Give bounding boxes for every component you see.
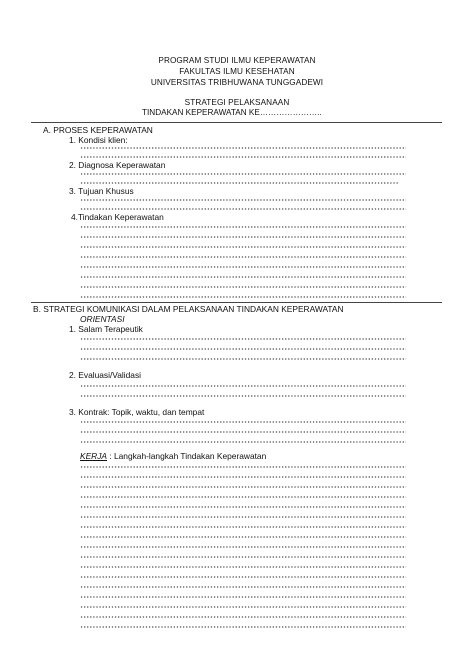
fill-line[interactable] <box>80 586 406 588</box>
item-salam-terapeutik: 1. Salam Terapeutik <box>69 324 143 334</box>
fill-line[interactable] <box>80 516 406 518</box>
item-kontrak: 3. Kontrak: Topik, waktu, dan tempat <box>69 407 205 417</box>
fill-line[interactable] <box>80 576 406 578</box>
kerja-heading <box>80 451 266 462</box>
section-a-heading: A. PROSES KEPERAWATAN <box>43 125 153 135</box>
fill-line[interactable] <box>80 226 406 228</box>
fill-line[interactable] <box>80 266 406 268</box>
fill-line[interactable] <box>80 156 406 158</box>
fill-line[interactable] <box>80 526 406 528</box>
item-diagnosa: 2. Diagnosa Keperawatan <box>69 160 166 170</box>
fill-line[interactable] <box>80 606 406 608</box>
program-name: PROGRAM STUDI ILMU KEPERAWATAN <box>158 56 316 65</box>
fill-line[interactable] <box>80 182 398 184</box>
item-kondisi-klien: 1. Kondisi klien: <box>69 135 128 145</box>
kerja-text: : Langkah-langkah Tindakan Keperawatan <box>107 451 267 461</box>
fill-line[interactable] <box>80 147 406 149</box>
header-divider <box>31 122 442 123</box>
fill-line[interactable] <box>80 296 406 298</box>
fill-line[interactable] <box>80 476 406 478</box>
section-b-heading: B. STRATEGI KOMUNIKASI DALAM PELAKSANAAN TINDAKAN KEPERAWATAN <box>33 304 344 314</box>
fill-line[interactable] <box>80 256 406 258</box>
fill-line[interactable] <box>80 596 406 598</box>
fill-line[interactable] <box>80 348 406 350</box>
fill-line[interactable] <box>80 236 406 238</box>
fill-line[interactable] <box>80 441 406 443</box>
fill-line[interactable] <box>80 466 406 468</box>
fill-line[interactable] <box>80 421 406 423</box>
fill-line[interactable] <box>80 536 406 538</box>
fill-line[interactable] <box>80 286 406 288</box>
document-subtitle: TINDAKAN KEPERAWATAN KE………………….. <box>142 108 322 117</box>
item-tujuan-khusus: 3. Tujuan Khusus <box>69 186 134 196</box>
fill-line[interactable] <box>80 486 406 488</box>
document-title: STRATEGI PELAKSANAAN <box>184 98 290 107</box>
fill-line[interactable] <box>80 385 406 387</box>
fill-line[interactable] <box>80 395 406 397</box>
fill-line[interactable] <box>80 431 406 433</box>
fill-line[interactable] <box>80 546 406 548</box>
fill-line[interactable] <box>80 626 406 628</box>
kerja-label: KERJA <box>80 451 107 461</box>
item-tindakan: 4.Tindakan Keperawatan <box>71 212 164 222</box>
fill-line[interactable] <box>80 566 406 568</box>
orientasi-label: ORIENTASI <box>80 314 125 324</box>
fill-line[interactable] <box>80 276 406 278</box>
fill-line[interactable] <box>80 496 406 498</box>
university-name: UNIVERSITAS TRIBHUWANA TUNGGADEWI <box>150 78 324 87</box>
section-divider <box>31 302 442 303</box>
item-evaluasi-validasi: 2. Evaluasi/Validasi <box>69 370 142 380</box>
fill-line[interactable] <box>80 208 406 210</box>
fill-line[interactable] <box>80 338 406 340</box>
fill-line[interactable] <box>80 556 406 558</box>
fill-line[interactable] <box>80 506 406 508</box>
fill-line[interactable] <box>80 616 406 618</box>
fill-line[interactable] <box>80 199 406 201</box>
faculty-name: FAKULTAS ILMU KESEHATAN <box>179 67 295 76</box>
fill-line[interactable] <box>80 173 406 175</box>
fill-line[interactable] <box>80 246 406 248</box>
fill-line[interactable] <box>80 358 406 360</box>
